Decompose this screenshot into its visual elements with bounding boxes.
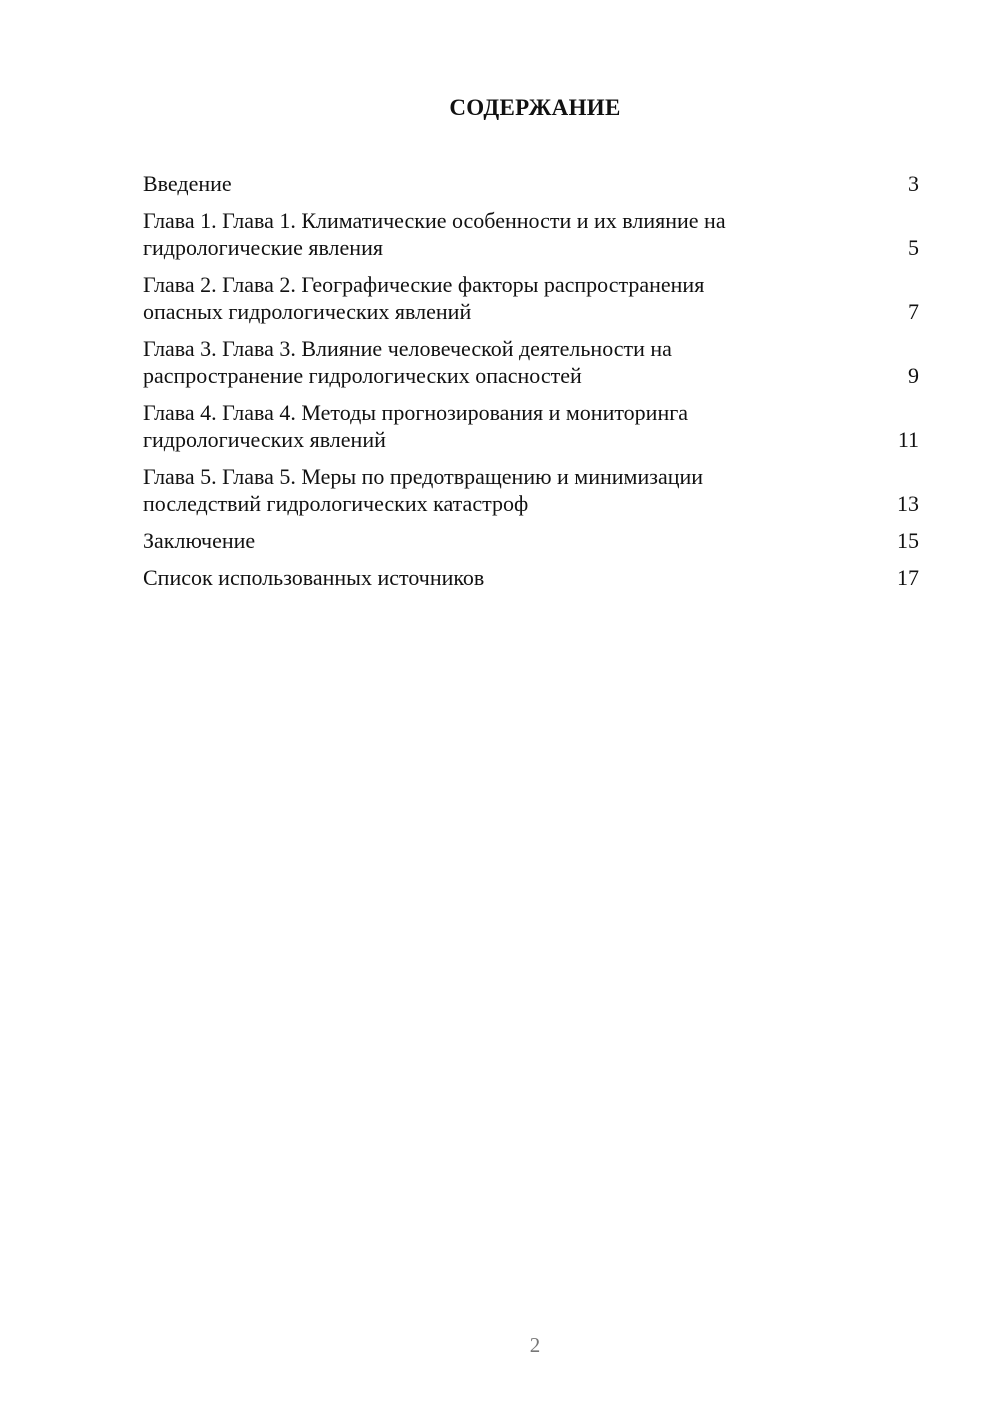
toc-entry-conclusion bbox=[143, 527, 919, 554]
toc-entry-page: 11 bbox=[897, 427, 919, 452]
toc-entry-page: 3 bbox=[908, 171, 919, 196]
toc-entry-chapter-4 bbox=[143, 399, 919, 453]
toc-entry-text: Глава 4. Глава 4. Методы прогнозирования и мониторинга гидрологических явлений bbox=[143, 400, 689, 452]
toc-entry-text: Заключение bbox=[143, 528, 256, 553]
toc-entry-chapter-5 bbox=[143, 463, 919, 517]
toc-heading: СОДЕРЖАНИЕ bbox=[449, 95, 621, 120]
toc-entry-page: 17 bbox=[897, 565, 919, 590]
toc-entry-page: 7 bbox=[908, 299, 919, 324]
toc-entry-references bbox=[143, 564, 919, 591]
toc-entry-text: Глава 1. Глава 1. Климатические особенности и их влияние на гидрологические явления bbox=[143, 208, 726, 260]
toc-entry-text: Глава 2. Глава 2. Географические факторы распространения опасных гидрологических явлений bbox=[143, 272, 705, 324]
toc-entry-page: 15 bbox=[897, 528, 919, 553]
page-number: 2 bbox=[529, 1333, 541, 1357]
toc-entry-text: Глава 3. Глава 3. Влияние человеческой деятельности на распространение гидрологических опасностей bbox=[143, 336, 672, 388]
toc-entry-chapter-1 bbox=[143, 207, 919, 261]
toc-entry-chapter-3 bbox=[143, 335, 919, 389]
toc-entry-text: Список использованных источников bbox=[143, 565, 485, 590]
toc-entry-page: 9 bbox=[908, 363, 919, 388]
toc-entry-introduction bbox=[143, 170, 919, 197]
table-of-contents bbox=[143, 170, 919, 601]
toc-entry-text: Глава 5. Глава 5. Меры по предотвращению и минимизации последствий гидрологических катастроф bbox=[143, 464, 704, 516]
toc-entry-page: 5 bbox=[908, 235, 919, 260]
toc-entry-page: 13 bbox=[897, 491, 919, 516]
toc-entry-chapter-2 bbox=[143, 271, 919, 325]
toc-entry-text: Введение bbox=[143, 171, 232, 196]
